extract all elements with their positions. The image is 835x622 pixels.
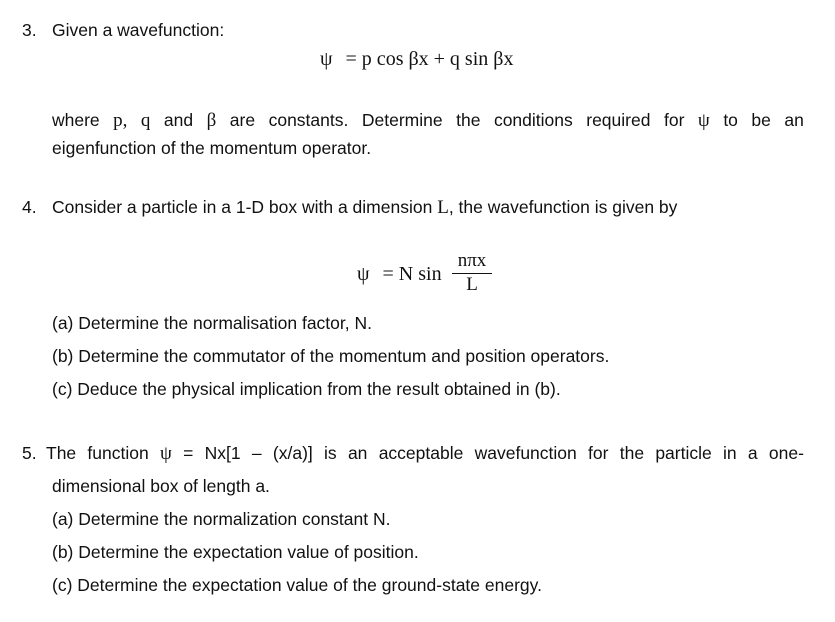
q3-line1-word: are: [229, 110, 256, 130]
q3-number: 3.: [22, 20, 37, 40]
q5-part-b: (b) Determine the expectation value of position.: [52, 542, 419, 562]
q3-line1-word: to: [723, 110, 738, 130]
q5-text-line1: [46, 443, 804, 465]
q4-equation-fraction: [452, 251, 492, 295]
q5-number: 5.: [22, 443, 37, 463]
q4-fraction-denominator: L: [466, 274, 478, 295]
q3-line1-word: the: [456, 110, 481, 130]
q4-intro-part2: , the wavefunction is given by: [448, 197, 678, 217]
q5-line1-word: one-: [768, 443, 804, 463]
q5-line1-word: (x/a)]: [272, 443, 313, 463]
q4-equation: [357, 263, 442, 286]
q3-equation-rhs: = p cos βx + q sin βx: [345, 48, 514, 70]
q5-line1-word: a: [747, 443, 758, 463]
q4-number: 4.: [22, 197, 37, 217]
q4-intro-var: L: [437, 197, 449, 218]
q4-intro: [52, 197, 677, 219]
q3-equation-lhs: ψ: [320, 48, 333, 70]
q5-line1-word: acceptable: [378, 443, 464, 463]
q3-line1-word: β: [206, 110, 217, 131]
q5-line1-word: particle: [655, 443, 712, 463]
q3-line1-word: conditions: [493, 110, 573, 130]
q5-line1-word: Nx[1: [204, 443, 241, 463]
q3-line1-word: be: [751, 110, 771, 130]
q4-part-c: (c) Deduce the physical implication from the result obtained in (b).: [52, 379, 561, 399]
q4-equation-lhs: ψ: [357, 263, 370, 285]
q5-part-c: (c) Determine the expectation value of the ground-state energy.: [52, 575, 542, 595]
q3-line1-word: and: [163, 110, 194, 130]
q5-line1-word: –: [251, 443, 262, 463]
q5-line1-word: =: [183, 443, 194, 463]
q5-line1-word: in: [723, 443, 737, 463]
q3-line1-word: for: [663, 110, 685, 130]
q3-line1-word: required: [586, 110, 651, 130]
q3-line1-word: ψ: [697, 110, 710, 131]
q3-line1-word: q: [140, 110, 151, 131]
q5-line1-word: wavefunction: [474, 443, 577, 463]
q3-text-line1: [52, 110, 804, 132]
q5-line1-word: an: [347, 443, 368, 463]
q5-line1-word: for: [588, 443, 609, 463]
q3-intro: Given a wavefunction:: [52, 20, 225, 40]
q5-line1-word: The: [46, 443, 77, 463]
q3-line1-word: Determine: [361, 110, 443, 130]
q3-line1-word: where: [52, 110, 100, 130]
q5-line1-word: is: [324, 443, 337, 463]
q4-equation-rhs: = N sin: [382, 263, 442, 285]
q4-fraction-numerator: nπx: [457, 250, 487, 271]
q3-text-line2: eigenfunction of the momentum operator.: [52, 138, 372, 158]
q5-line1-word: ψ: [159, 443, 172, 464]
q5-line1-word: function: [87, 443, 149, 463]
q4-part-b: (b) Determine the commutator of the momentum and position operators.: [52, 346, 610, 366]
q3-line1-word: p,: [113, 110, 128, 131]
q5-text-line2: dimensional box of length a.: [52, 476, 270, 496]
q4-part-a: (a) Determine the normalisation factor, N.: [52, 313, 372, 333]
q4-intro-part1: Consider a particle in a 1-D box with a dimension: [52, 197, 438, 217]
q3-line1-word: constants.: [268, 110, 349, 130]
q3-line1-word: an: [784, 110, 804, 130]
q5-part-a: (a) Determine the normalization constant N.: [52, 509, 391, 529]
q5-line1-word: the: [619, 443, 645, 463]
q3-equation: [320, 48, 513, 71]
